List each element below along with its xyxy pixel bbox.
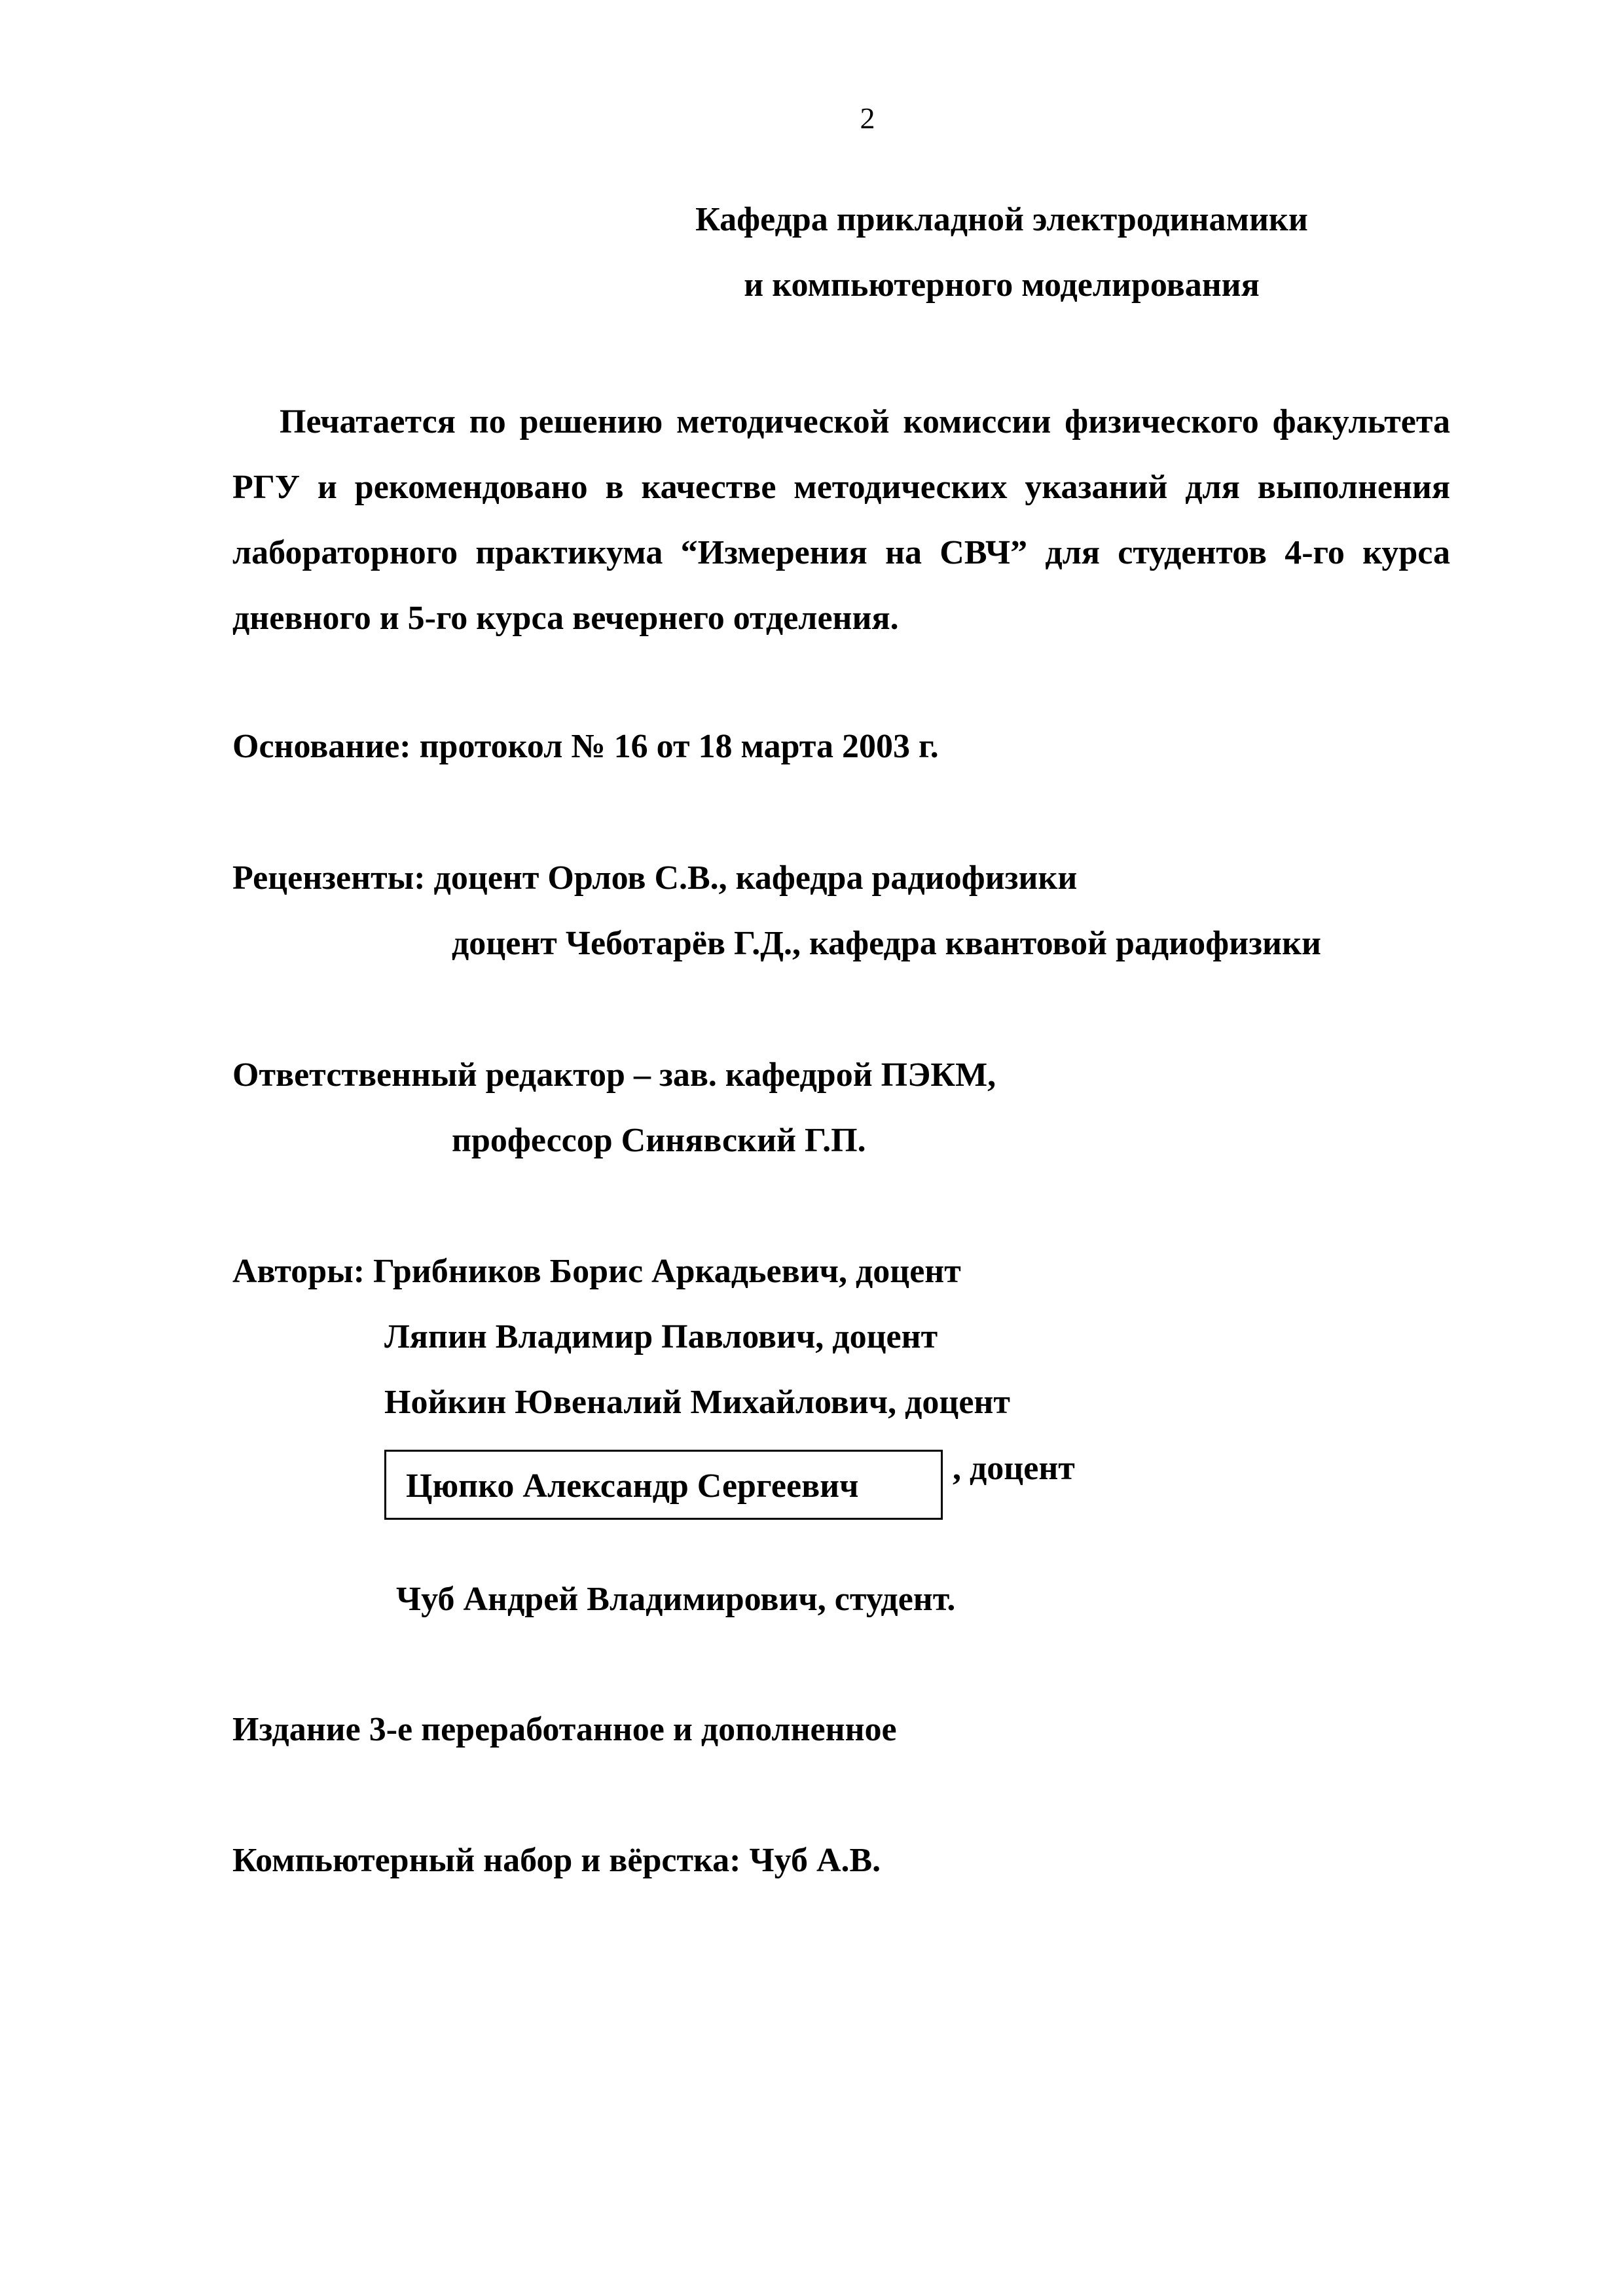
authors-line-3: Нойкин Ювеналий Михайлович, доцент [384,1384,1010,1421]
basis-line: Основание: протокол № 16 от 18 марта 2003 г. [232,728,939,765]
department-title-line-2: и компьютерного моделирования [744,266,1260,304]
reviewers-line-2: доцент Чеботарёв Г.Д., кафедра квантовой радиофизики [452,925,1321,962]
authors-line-1: Авторы: Грибников Борис Аркадьевич, доцент [232,1253,961,1290]
typesetting-line: Компьютерный набор и вёрстка: Чуб А.В. [232,1842,881,1879]
authors-line-5: Чуб Андрей Владимирович, студент. [396,1581,956,1618]
boxed-author-title: , доцент [953,1450,1075,1487]
boxed-author-name [384,1450,943,1520]
boxed-author-name-text: Цюпко Александр Сергеевич [406,1467,859,1505]
reviewers-line-1: Рецензенты: доцент Орлов С.В., кафедра радиофизики [232,859,1078,897]
editor-line-1: Ответственный редактор – зав. кафедрой ПЭКМ, [232,1056,996,1094]
authors-line-2: Ляпин Владимир Павлович, доцент [384,1318,938,1355]
department-title-line-1: Кафедра прикладной электродинамики [695,201,1308,238]
edition-line: Издание 3-е переработанное и дополненное [232,1711,897,1748]
approval-paragraph: Печатается по решению методической комиссии физического факультета РГУ и рекомендовано в качестве методических указаний для выполнения лабораторного практикума “Измерения на СВЧ” для студентов 4-го курса дневного и 5-го курса вечернего отделения. [232,403,1450,637]
page-number: 2 [860,101,875,135]
editor-line-2: профессор Синявский Г.П. [452,1122,866,1159]
